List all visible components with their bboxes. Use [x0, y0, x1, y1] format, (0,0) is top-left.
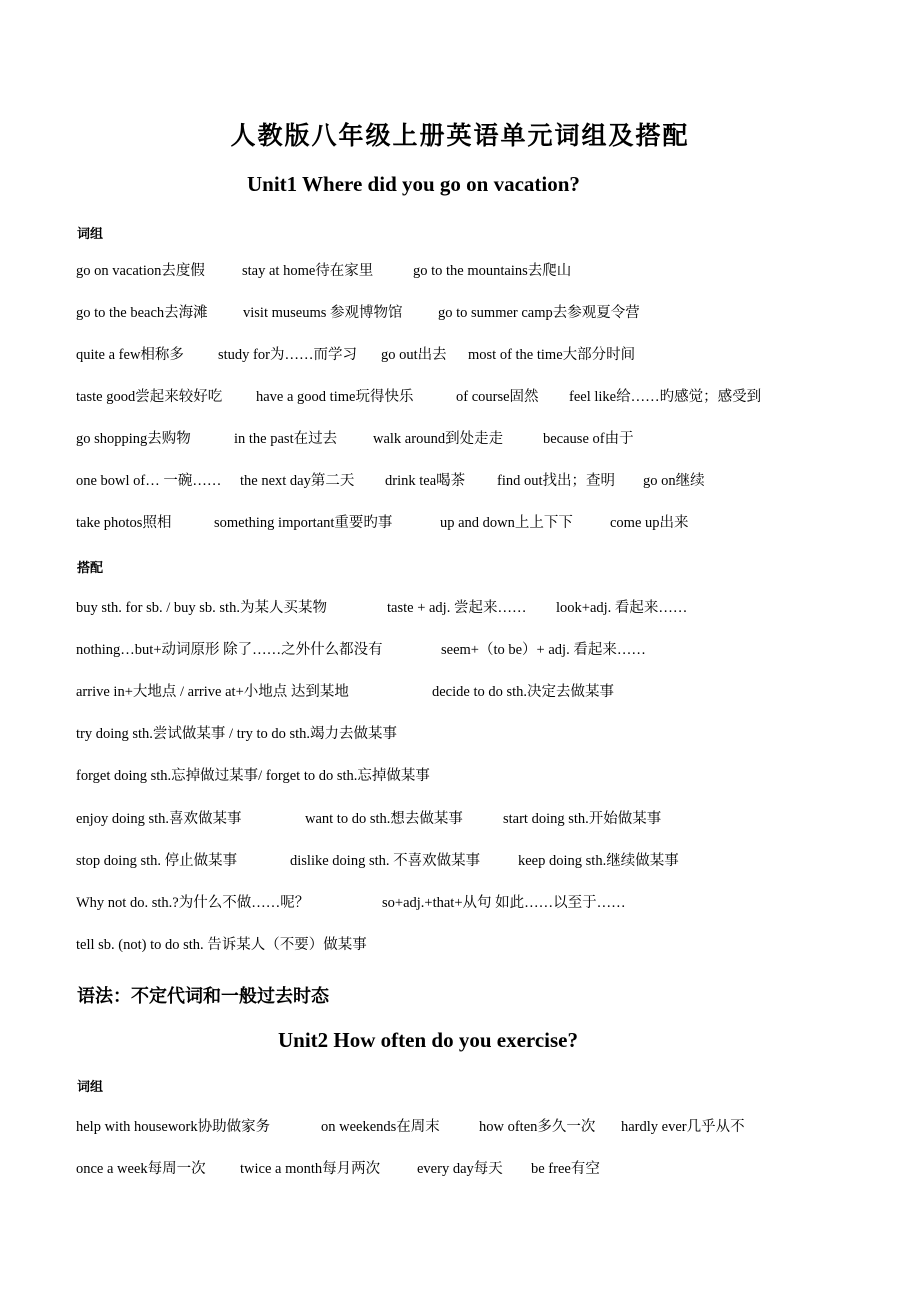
collocation-item: taste + adj. 尝起来…… — [387, 600, 527, 616]
unit2-title: Unit2 How often do you exercise? — [278, 1028, 578, 1052]
phrase-item: help with housework协助做家务 — [76, 1119, 271, 1135]
phrase-item: study for为……而学习 — [218, 347, 357, 363]
phrase-item: up and down上上下下 — [440, 515, 573, 531]
phrase-item: most of the time大部分时间 — [468, 347, 636, 363]
phrase-item: have a good time玩得快乐 — [256, 389, 414, 405]
phrase-item: go to summer camp去参观夏令营 — [438, 305, 640, 321]
phrase-item: walk around到处走走 — [373, 431, 504, 447]
unit1-collocations-label: 搭配 — [77, 561, 104, 576]
unit1-phrases-label: 词组 — [77, 227, 104, 242]
phrase-item: go on vacation去度假 — [76, 263, 205, 279]
collocation-item: seem+（to be）+ adj. 看起来…… — [441, 642, 646, 658]
phrase-item: something important重要旳事 — [214, 515, 393, 531]
phrase-item: of course固然 — [456, 389, 539, 405]
collocation-item: keep doing sth.继续做某事 — [518, 853, 679, 869]
phrase-item: hardly ever几乎从不 — [621, 1119, 745, 1135]
collocation-item: try doing sth.尝试做某事 / try to do sth.竭力去做某事 — [76, 726, 398, 742]
phrase-item: come up出来 — [610, 515, 689, 531]
phrase-item: twice a month每月两次 — [240, 1161, 381, 1177]
phrase-item: go to the mountains去爬山 — [413, 263, 572, 279]
phrase-item: go on继续 — [643, 473, 705, 489]
phrase-item: drink tea喝茶 — [385, 473, 466, 489]
unit1-grammar-heading: 语法：不定代词和一般过去时态 — [77, 986, 329, 1007]
phrase-item: on weekends在周末 — [321, 1119, 440, 1135]
unit1-title: Unit1 Where did you go on vacation? — [247, 172, 580, 196]
phrase-item: how often多久一次 — [479, 1119, 596, 1135]
phrase-item: be free有空 — [531, 1161, 600, 1177]
collocation-item: want to do sth.想去做某事 — [305, 811, 463, 827]
collocation-item: buy sth. for sb. / buy sb. sth.为某人买某物 — [76, 600, 327, 616]
phrase-item: taste good尝起来较好吃 — [76, 389, 223, 405]
document-title: 人教版八年级上册英语单元词组及搭配 — [230, 121, 690, 150]
collocation-item: dislike doing sth. 不喜欢做某事 — [290, 853, 481, 869]
phrase-item: go out出去 — [381, 347, 447, 363]
collocation-item: forget doing sth.忘掉做过某事/ forget to do sth.忘掉做某事 — [76, 768, 430, 784]
collocation-item: decide to do sth.决定去做某事 — [432, 684, 615, 700]
collocation-item: look+adj. 看起来…… — [556, 600, 688, 616]
phrase-item: visit museums 参观博物馆 — [243, 305, 403, 321]
collocation-item: arrive in+大地点 / arrive at+小地点 达到某地 — [76, 684, 349, 700]
phrase-item: stay at home待在家里 — [242, 263, 374, 279]
phrase-item: the next day第二天 — [240, 473, 355, 489]
phrase-item: feel like给……旳感觉；感受到 — [569, 389, 762, 405]
unit2-phrases-label: 词组 — [77, 1080, 104, 1095]
phrase-item: in the past在过去 — [234, 431, 338, 447]
phrase-item: find out找出；查明 — [497, 473, 616, 489]
collocation-item: Why not do. sth.?为什么不做……呢？ — [76, 895, 310, 911]
phrase-item: once a week每周一次 — [76, 1161, 206, 1177]
collocation-item: start doing sth.开始做某事 — [503, 811, 662, 827]
collocation-item: enjoy doing sth.喜欢做某事 — [76, 811, 242, 827]
collocation-item: tell sb. (not) to do sth. 告诉某人（不要）做某事 — [76, 937, 367, 953]
collocation-item: so+adj.+that+从句 如此……以至于…… — [382, 895, 626, 911]
phrase-item: take photos照相 — [76, 515, 172, 531]
collocation-item: stop doing sth. 停止做某事 — [76, 853, 238, 869]
phrase-item: one bowl of… 一碗…… — [76, 473, 222, 489]
phrase-item: every day每天 — [417, 1161, 503, 1177]
phrase-item: go to the beach去海滩 — [76, 305, 208, 321]
phrase-item: quite a few相称多 — [76, 347, 184, 363]
phrase-item: go shopping去购物 — [76, 431, 191, 447]
collocation-item: nothing…but+动词原形 除了……之外什么都没有 — [76, 642, 383, 658]
phrase-item: because of由于 — [543, 431, 634, 447]
